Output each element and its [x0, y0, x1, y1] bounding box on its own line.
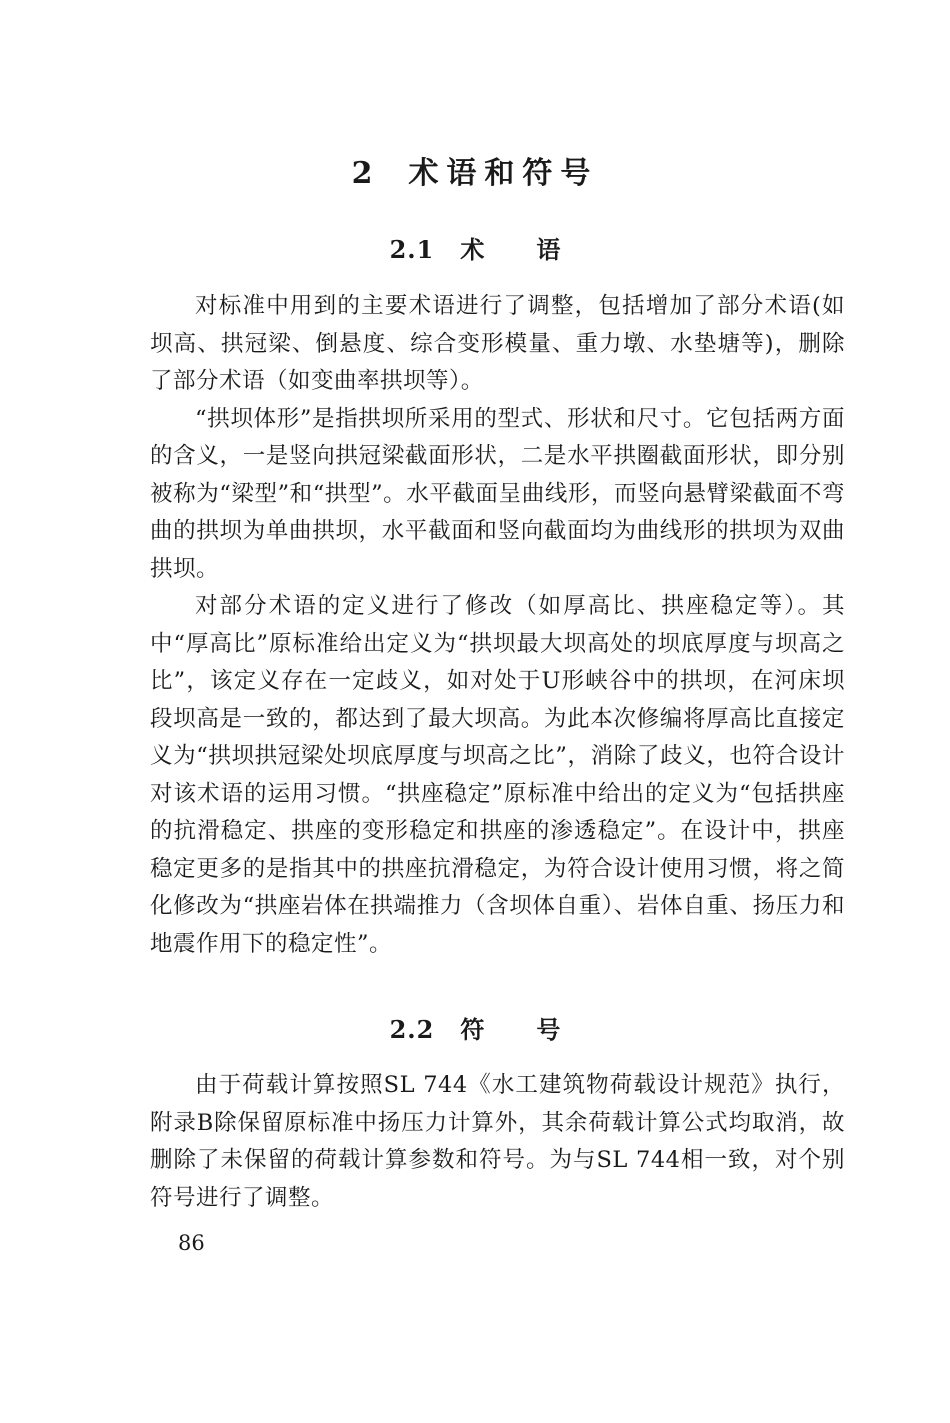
section-title-symbols	[0, 1012, 950, 1048]
section-number: 2.1	[389, 235, 435, 264]
section-title-char: 号	[536, 1015, 561, 1044]
chapter-number: 2	[351, 156, 381, 191]
section-title-char: 符	[460, 1015, 485, 1044]
section-number: 2.2	[389, 1015, 435, 1044]
paragraph: 对部分术语的定义进行了修改（如厚高比、拱座稳定等）。其中“厚高比”原标准给出定义为“拱坝最大坝高处的坝底厚度与坝高之比”，该定义存在一定歧义，如对处于U形峡谷中的拱坝，在河床坝段坝高是一致的，都达到了最大坝高。为此本次修编将厚高比直接定义为“拱坝拱冠梁处坝底厚度与坝高之比”，消除了歧义，也符合设计对该术语的运用习惯。“拱座稳定”原标准中给出的定义为“包括拱座的抗滑稳定、拱座的变形稳定和拱座的渗透稳定”。在设计中，拱座稳定更多的是指其中的拱座抗滑稳定，为符合设计使用习惯，将之简化修改为“拱座岩体在拱端推力（含坝体自重）、岩体自重、扬压力和地震作用下的稳定性”。	[150, 593, 845, 957]
section-title-char: 语	[536, 235, 561, 264]
page-number: 86	[178, 1231, 205, 1255]
paragraph: “拱坝体形”是指拱坝所采用的型式、形状和尺寸。它包括两方面的含义，一是竖向拱冠梁截面形状，二是水平拱圈截面形状，即分别被称为“梁型”和“拱型”。水平截面呈曲线形，而竖向悬臂梁截面不弯曲的拱坝为单曲拱坝，水平截面和竖向截面均为曲线形的拱坝为双曲拱坝。	[150, 405, 845, 582]
section-body-terms	[150, 288, 845, 963]
paragraph: 由于荷载计算按照SL 744《水工建筑物荷载设计规范》执行，附录B除保留原标准中扬压力计算外，其余荷载计算公式均取消，故删除了未保留的荷载计算参数和符号。为与SL 744相一致，对个别符号进行了调整。	[150, 1072, 845, 1211]
paragraph: 对标准中用到的主要术语进行了调整，包括增加了部分术语(如坝高、拱冠梁、倒悬度、综合变形模量、重力墩、水垫塘等)，删除了部分术语（如变曲率拱坝等）。	[150, 293, 845, 394]
section-body-symbols	[150, 1067, 845, 1217]
chapter-title-text: 术语和符号	[408, 156, 599, 191]
section-title-terms	[0, 232, 950, 268]
section-title-char: 术	[460, 235, 485, 264]
chapter-title	[0, 152, 950, 196]
